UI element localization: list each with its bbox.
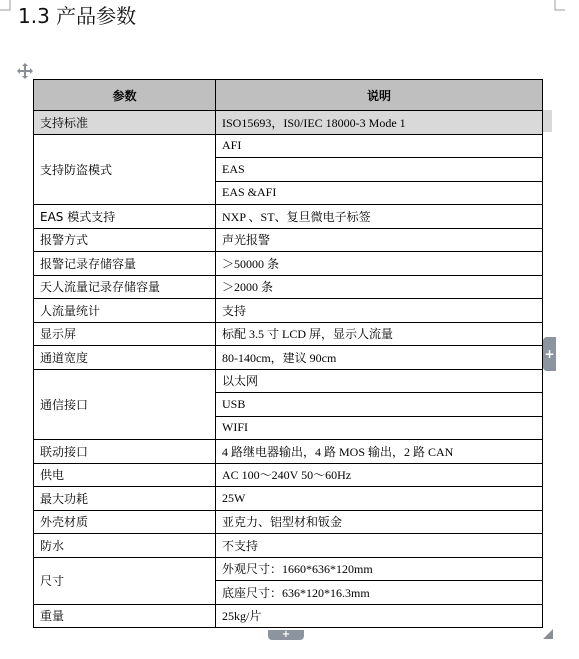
table-row bbox=[34, 463, 543, 487]
section-heading: 1.3 产品参数 bbox=[18, 4, 137, 28]
param-cell: EAS 模式支持 bbox=[34, 205, 216, 229]
column-header-desc: 说明 bbox=[216, 80, 543, 111]
desc-cell: 25kg/片 bbox=[216, 604, 543, 628]
table-row bbox=[34, 275, 543, 299]
param-cell: 尺寸 bbox=[34, 557, 216, 604]
desc-cell: AFI bbox=[216, 134, 543, 158]
param-cell: 报警记录存储容量 bbox=[34, 252, 216, 276]
move-icon[interactable] bbox=[17, 63, 33, 79]
param-cell: 通道宽度 bbox=[34, 346, 216, 370]
crop-mark-top-left bbox=[0, 0, 12, 12]
desc-cell: USB bbox=[216, 393, 543, 417]
table-row bbox=[34, 604, 543, 628]
desc-cell: AC 100～240V 50～60Hz bbox=[216, 463, 543, 487]
table-row bbox=[34, 369, 543, 393]
param-cell: 供电 bbox=[34, 463, 216, 487]
table-row bbox=[34, 252, 543, 276]
desc-cell: 不支持 bbox=[216, 534, 543, 558]
param-cell: 外壳材质 bbox=[34, 510, 216, 534]
param-cell: 显示屏 bbox=[34, 322, 216, 346]
desc-cell: 标配 3.5 寸 LCD 屏，显示人流量 bbox=[216, 322, 543, 346]
desc-cell: ＞50000 条 bbox=[216, 252, 543, 276]
add-column-button[interactable] bbox=[543, 337, 556, 371]
desc-cell: 4 路继电器输出，4 路 MOS 输出，2 路 CAN bbox=[216, 440, 543, 464]
plus-icon: + bbox=[544, 347, 555, 361]
param-cell: 最大功耗 bbox=[34, 487, 216, 511]
table-row bbox=[34, 134, 543, 158]
param-cell: 天人流量记录存储容量 bbox=[34, 275, 216, 299]
desc-cell: 外观尺寸：1660*636*120mm bbox=[216, 557, 543, 581]
desc-cell: NXP 、ST、复旦微电子标签 bbox=[216, 205, 543, 229]
desc-cell: 25W bbox=[216, 487, 543, 511]
param-cell: 通信接口 bbox=[34, 369, 216, 440]
desc-cell: ISO15693，IS0/IEC 18000-3 Mode 1 bbox=[216, 111, 543, 135]
desc-cell: EAS bbox=[216, 158, 543, 182]
crop-mark-top-right bbox=[553, 0, 565, 12]
desc-cell: 以太网 bbox=[216, 369, 543, 393]
table-row bbox=[34, 228, 543, 252]
desc-cell: 声光报警 bbox=[216, 228, 543, 252]
table-row bbox=[34, 322, 543, 346]
param-cell: 重量 bbox=[34, 604, 216, 628]
desc-cell: 亚克力、铝型材和钣金 bbox=[216, 510, 543, 534]
table-row bbox=[34, 557, 543, 581]
param-cell: 联动接口 bbox=[34, 440, 216, 464]
resize-icon[interactable] bbox=[543, 629, 553, 639]
desc-cell: WIFI bbox=[216, 416, 543, 440]
table-row bbox=[34, 534, 543, 558]
add-row-button[interactable] bbox=[268, 630, 304, 640]
param-cell: 报警方式 bbox=[34, 228, 216, 252]
product-params-table bbox=[33, 79, 543, 628]
table-row bbox=[34, 205, 543, 229]
param-cell: 支持防盗模式 bbox=[34, 134, 216, 205]
param-cell: 人流量统计 bbox=[34, 299, 216, 323]
table-row bbox=[34, 510, 543, 534]
table-row bbox=[34, 299, 543, 323]
table-header-row bbox=[34, 80, 543, 111]
table-row bbox=[34, 487, 543, 511]
table-row bbox=[34, 440, 543, 464]
desc-cell: EAS &AFI bbox=[216, 181, 543, 205]
row-highlight-extension bbox=[542, 110, 552, 132]
desc-cell: 80-140cm，建议 90cm bbox=[216, 346, 543, 370]
table-row bbox=[34, 111, 543, 135]
column-header-param: 参数 bbox=[34, 80, 216, 111]
table-row bbox=[34, 346, 543, 370]
desc-cell: 底座尺寸：636*120*16.3mm bbox=[216, 581, 543, 605]
param-cell: 支持标准 bbox=[34, 111, 216, 135]
param-cell: 防水 bbox=[34, 534, 216, 558]
desc-cell: 支持 bbox=[216, 299, 543, 323]
desc-cell: ＞2000 条 bbox=[216, 275, 543, 299]
plus-icon: + bbox=[281, 629, 291, 640]
